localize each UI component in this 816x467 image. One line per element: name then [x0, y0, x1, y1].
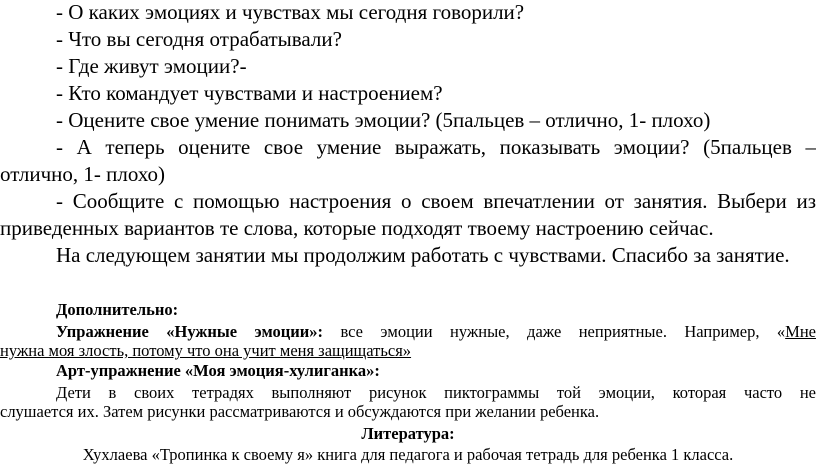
instruction-mood-cont: приведенных вариантов те слова, которые подходят твоему настроению сейчас.	[0, 216, 714, 240]
closing-remark: На следующем занятии мы продолжим работать с чувствами. Спасибо за занятие.	[56, 243, 790, 267]
question-rate-expressing: - А теперь оцените свое умение выражать, показывать эмоции? (5пальцев –	[56, 135, 816, 159]
question-emotions-discussed: - О каких эмоциях и чувствах мы сегодня говорили?	[56, 0, 525, 24]
art-exercise-title: Арт-упражнение «Моя эмоция-хулиганка»:	[56, 361, 380, 380]
exercise-quote-line	[0, 341, 816, 360]
art-exercise-text: Дети в своих тетрадях выполняют рисунок пиктограммы той эмоции, которая часто не	[56, 383, 816, 402]
question-rate-expressing-cont: отлично, 1- плохо)	[0, 162, 166, 186]
question-who-commands: - Кто командует чувствами и настроением?	[56, 81, 443, 105]
question-rate-understanding: - Оцените свое умение понимать эмоции? (5пальцев – отлично, 1- плохо)	[56, 108, 711, 132]
art-exercise-text-cont: слушается их. Затем рисунки рассматриваются и обсуждаются при желании ребенка.	[0, 402, 600, 421]
exercise-text: все эмоции нужные, даже неприятные. Например, «	[323, 322, 786, 341]
question-practiced: - Что вы сегодня отрабатывали?	[56, 27, 342, 51]
exercise-paragraph	[56, 322, 816, 341]
literature-heading	[0, 424, 816, 443]
literature-reference: Хухлаева «Тропинка к своему я» книга для педагога и рабочая тетрадь для ребенка 1 класса.	[82, 445, 734, 464]
exercise-quote-start: Мне	[785, 322, 816, 341]
question-where-emotions-live: - Где живут эмоции?-	[56, 54, 247, 78]
additional-heading-text: Дополнительно:	[56, 300, 179, 319]
exercise-title: Упражнение «Нужные эмоции»:	[56, 322, 324, 341]
additional-heading	[56, 300, 816, 319]
instruction-mood: - Сообщите с помощью настроения о своем впечатлении от занятия. Выбери из	[56, 189, 816, 213]
exercise-quote: нужна моя злость, потому что она учит меня защищаться»	[0, 341, 412, 360]
art-exercise-heading	[56, 361, 816, 380]
literature-heading-text: Литература:	[361, 424, 455, 443]
